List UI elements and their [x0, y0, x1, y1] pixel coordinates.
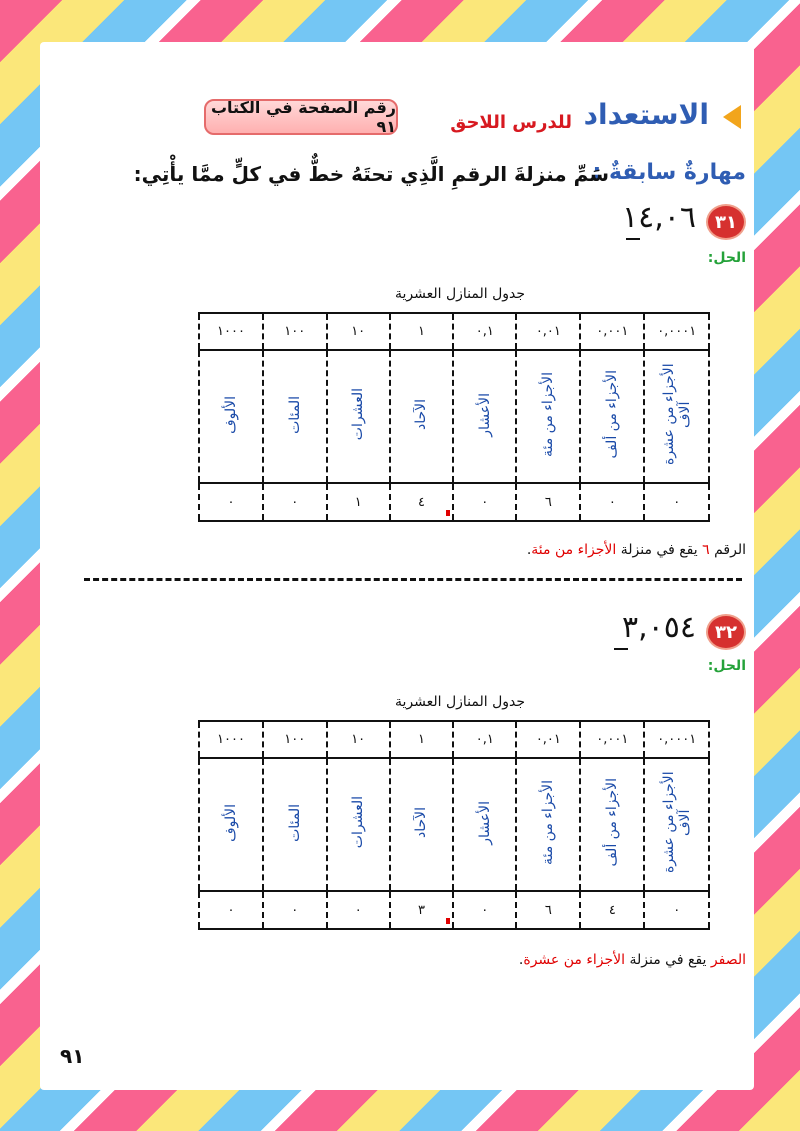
answer-text	[527, 542, 746, 558]
value-cell: ٠,١	[453, 721, 516, 758]
digit-cell: ٠	[199, 483, 263, 521]
digit-cell: ٦	[516, 891, 580, 929]
value-cell: ١٠٠	[263, 721, 327, 758]
value-cell: ٠,٠١	[516, 721, 580, 758]
digit-cell: ٠	[644, 483, 709, 521]
digit-cell: ٤	[580, 891, 644, 929]
decimal-point-marker	[446, 510, 450, 516]
digit-cell: ٣	[390, 891, 453, 929]
name-cell: الألوف	[223, 395, 239, 434]
table-title: جدول المنازل العشرية	[395, 694, 526, 710]
name-cell: الآحاد	[413, 806, 430, 839]
value-cell: ٠,١	[453, 313, 516, 350]
digit-cell-highlight: ٠	[453, 891, 516, 929]
name-cell: الآحاد	[413, 398, 430, 431]
name-cell: المئات	[286, 803, 303, 842]
answer-end: .	[518, 952, 524, 968]
name-cell: الأعشار	[476, 392, 493, 437]
digits-row	[199, 891, 709, 929]
value-cell: ٠,٠٠٠١	[644, 721, 709, 758]
header-subtitle: للدرس اللاحق	[450, 112, 572, 133]
answer-highlight: الأجزاء من عشرة	[523, 952, 626, 968]
value-cell: ١	[390, 721, 453, 758]
solution-label: الحل:	[707, 250, 746, 266]
place-value-table	[198, 720, 710, 930]
name-cell: الأجزاء من ألف	[604, 370, 621, 459]
worksheet-page	[40, 42, 754, 1090]
digit-cell: ١	[327, 483, 390, 521]
digit-cell: ٠	[327, 891, 390, 929]
digit-cell: ٠	[199, 891, 263, 929]
table-title: جدول المنازل العشرية	[395, 286, 526, 302]
value-cell: ١٠٠	[263, 313, 327, 350]
name-cell: الأعشار	[476, 800, 493, 845]
value-cell: ١٠٠٠	[199, 721, 263, 758]
book-page-box: رقم الصفحة في الكتاب ٩١	[204, 99, 398, 135]
name-cell: المئات	[286, 395, 303, 434]
digit-cell-highlight: ٦	[516, 483, 580, 521]
digit-cell: ٠	[263, 483, 327, 521]
value-cell: ٠,٠٠١	[580, 313, 644, 350]
answer-highlight: ٦	[702, 542, 710, 558]
digit-cell: ٠	[263, 891, 327, 929]
decimal-point-marker	[446, 918, 450, 924]
name-cell: الأجزاء من ألف	[604, 778, 621, 867]
answer-part: الرقم	[714, 542, 746, 558]
name-cell: الأجزاء من مئة	[540, 371, 557, 457]
problem-badge: ٣٢	[706, 614, 746, 650]
name-cell: العشرات	[350, 388, 367, 441]
answer-highlight: الأجزاء من مئة	[531, 542, 617, 558]
digit-cell: ٤	[390, 483, 453, 521]
problem-number: ١٤,٠٦	[622, 200, 696, 235]
value-cell: ١٠٠٠	[199, 313, 263, 350]
problem-number: ٣,٠٥٤	[622, 610, 696, 645]
page-number: ٩١	[60, 1044, 85, 1068]
value-cell: ٠,٠٠١	[580, 721, 644, 758]
answer-highlight: الصفر	[710, 952, 746, 968]
answer-text	[519, 952, 746, 968]
value-cell: ٠,٠٠٠١	[644, 313, 709, 350]
place-values-row	[199, 313, 709, 350]
name-cell: الألوف	[223, 803, 239, 842]
header-title: الاستعداد	[583, 98, 709, 131]
place-values-row	[199, 721, 709, 758]
separator-line	[84, 578, 742, 581]
place-names-row	[199, 758, 709, 891]
skill-label: مهارةٌ سابقةٌ :	[592, 160, 746, 185]
value-cell: ١٠	[327, 721, 390, 758]
value-cell: ١	[390, 313, 453, 350]
answer-part: يقع في منزلة	[620, 542, 698, 558]
digit-cell: ٠	[644, 891, 709, 929]
answer-part: يقع في منزلة	[629, 952, 707, 968]
name-cell: الأجزاء من عشرة آلاف	[660, 363, 693, 466]
underline-mark	[614, 648, 628, 650]
place-names-row	[199, 350, 709, 483]
problem-badge: ٣١	[706, 204, 746, 240]
digit-cell: ٠	[453, 483, 516, 521]
name-cell: الأجزاء من عشرة آلاف	[660, 771, 693, 874]
solution-label: الحل:	[707, 658, 746, 674]
digits-row	[199, 483, 709, 521]
value-cell: ١٠	[327, 313, 390, 350]
answer-end: .	[526, 542, 532, 558]
digit-cell: ٠	[580, 483, 644, 521]
arrow-icon	[723, 105, 741, 129]
name-cell: العشرات	[350, 796, 367, 849]
value-cell: ٠,٠١	[516, 313, 580, 350]
underline-mark	[626, 238, 640, 240]
place-value-table	[198, 312, 710, 522]
skill-instruction: سَمِّ منزلةَ الرقمِ الَّذِي تحتَهُ خطٌّ في كلٍّ ممَّا يأْتِي:	[133, 162, 609, 186]
name-cell: الأجزاء من مئة	[540, 779, 557, 865]
